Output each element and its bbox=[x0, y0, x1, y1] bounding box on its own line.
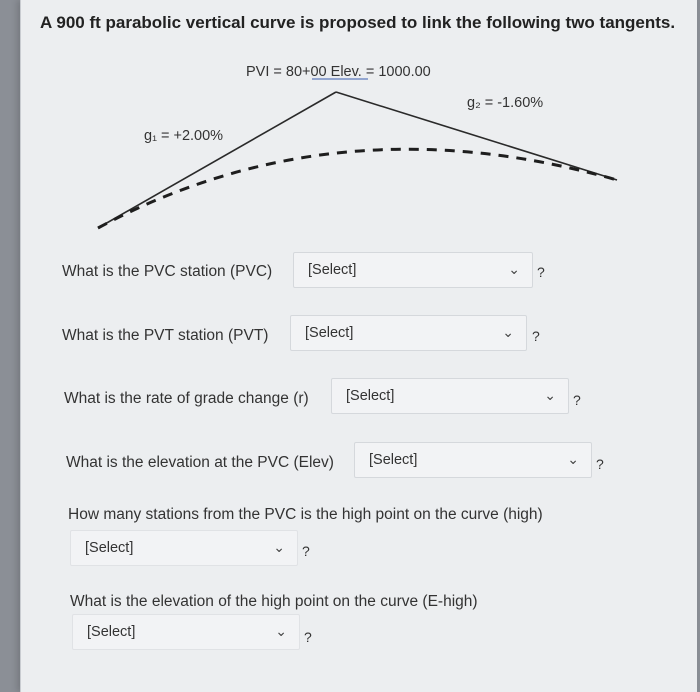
chevron-down-icon: ⌄ bbox=[502, 324, 514, 340]
chevron-down-icon: ⌄ bbox=[508, 261, 520, 277]
pvc-station-select[interactable] bbox=[293, 252, 533, 288]
g1-label: g₁ = +2.00% bbox=[144, 128, 224, 144]
grade-change-help[interactable]: ? bbox=[573, 392, 581, 408]
g2-label: g₂ = -1.60% bbox=[467, 95, 544, 111]
high-point-elevation-select[interactable] bbox=[72, 614, 300, 650]
grade-change-question: What is the rate of grade change (r) bbox=[64, 390, 309, 407]
high-point-station-select-value: [Select] bbox=[85, 540, 134, 556]
grade-change-select-value: [Select] bbox=[346, 388, 395, 404]
pvc-station-question: What is the PVC station (PVC) bbox=[62, 263, 273, 280]
pvc-station-help[interactable]: ? bbox=[537, 264, 545, 280]
tangent-g1-line bbox=[98, 92, 336, 228]
pvt-station-select[interactable] bbox=[290, 315, 527, 351]
question-title: A 900 ft parabolic vertical curve is proposed to link the following two tangents. bbox=[40, 13, 676, 32]
pvt-station-help[interactable]: ? bbox=[532, 328, 540, 344]
pvc-elevation-select-value: [Select] bbox=[369, 452, 418, 468]
high-point-elevation-help[interactable]: ? bbox=[304, 629, 312, 645]
pvc-elevation-select[interactable] bbox=[354, 442, 592, 478]
grade-change-select[interactable] bbox=[331, 378, 569, 414]
pvt-station-select-value: [Select] bbox=[305, 325, 354, 341]
pvt-station-question: What is the PVT station (PVT) bbox=[62, 327, 269, 344]
chevron-down-icon: ⌄ bbox=[275, 623, 287, 639]
high-point-station-help[interactable]: ? bbox=[302, 543, 310, 559]
parabolic-curve bbox=[98, 149, 617, 228]
high-point-station-select[interactable] bbox=[70, 530, 298, 566]
high-point-elevation-question: What is the elevation of the high point on the curve (E-high) bbox=[70, 593, 478, 610]
pvc-elevation-help[interactable]: ? bbox=[596, 456, 604, 472]
chevron-down-icon: ⌄ bbox=[273, 539, 285, 555]
high-point-elevation-select-value: [Select] bbox=[87, 624, 136, 640]
pvc-station-select-value: [Select] bbox=[308, 262, 357, 278]
high-point-station-question: How many stations from the PVC is the high point on the curve (high) bbox=[68, 506, 543, 523]
chevron-down-icon: ⌄ bbox=[544, 387, 556, 403]
pvi-label: PVI = 80+00 Elev. = 1000.00 bbox=[246, 64, 431, 80]
pvc-elevation-question: What is the elevation at the PVC (Elev) bbox=[66, 454, 334, 471]
chevron-down-icon: ⌄ bbox=[567, 451, 579, 467]
